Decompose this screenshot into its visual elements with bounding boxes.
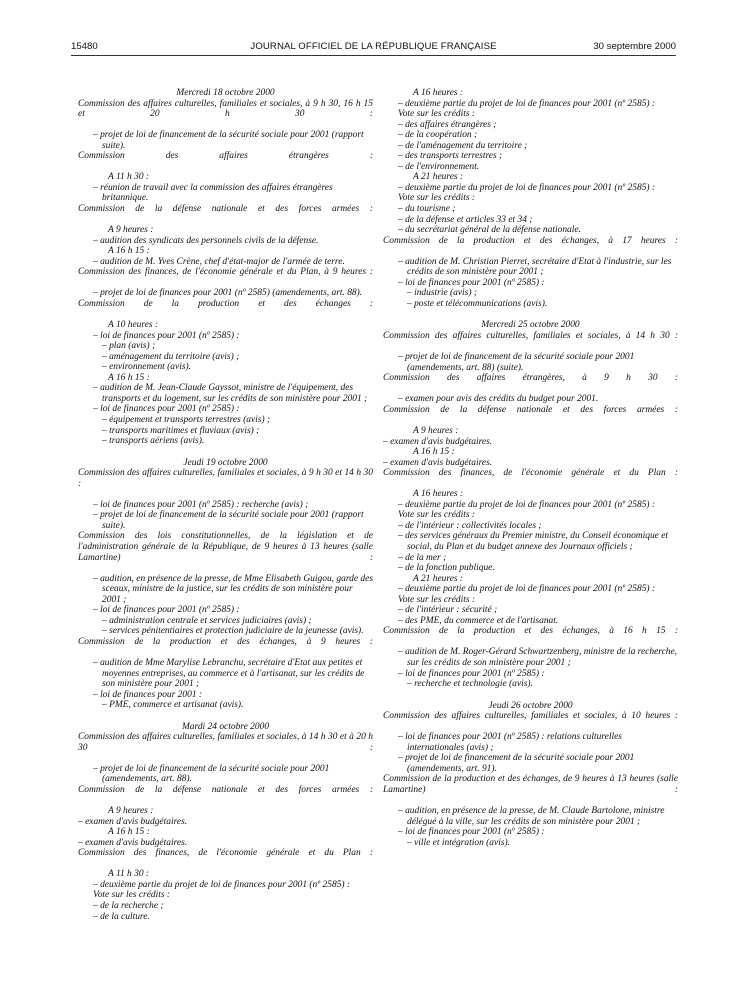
agenda-item: – audition, en présence de la presse, de Mme Elisabeth Guigou, garde des sceaux, ministre de la justice, sur les crédits de son ministère pour 2001 ;: [93, 573, 374, 605]
agenda-item: – de l'intérieur : sécurité ;: [398, 605, 498, 616]
commission-heading: Commission de la défense nationale et des forces armées :: [78, 785, 373, 795]
agenda-item: – loi de finances pour 2001 :: [93, 689, 203, 700]
agenda-item: – projet de loi de financement de la sécurité sociale pour 2001 (amendements, art. 88).: [93, 763, 330, 785]
vote-heading: Vote sur les crédits :: [93, 890, 171, 901]
agenda-item: – examen d'avis budgétaires.: [78, 816, 188, 827]
agenda-item: – loi de finances pour 2001 (nº 2585) :: [398, 668, 545, 679]
agenda-item: – de la recherche ;: [93, 901, 164, 912]
agenda-item: – audition de Mme Marylise Lebranchu, secrétaire d'Etat aux petites et moyennes entreprises, au commerce et à l'artisanat, sur les crédits de son ministère pour 2001 ;: [93, 657, 365, 690]
agenda-item: – loi de finances pour 2001 (nº 2585) :: [398, 277, 545, 288]
agenda-item: – du tourisme ;: [398, 204, 456, 215]
journal-title: JOURNAL OFFICIEL DE LA RÉPUBLIQUE FRANÇAISE: [250, 41, 497, 52]
time-heading: A 16 heures :: [413, 88, 464, 98]
commission-heading: Commission de la production et des échanges, à 17 heures :: [383, 235, 678, 246]
agenda-item: – audition de M. Yves Crène, chef d'état-major de l'armée de terre.: [93, 256, 345, 267]
agenda-subitem: – environnement (avis).: [102, 362, 192, 373]
agenda-item: – des PME, du commerce et de l'artisanat.: [398, 615, 559, 626]
time-heading: A 11 h 30 :: [108, 869, 150, 880]
page-header: [71, 41, 676, 55]
time-heading: A 16 heures :: [413, 489, 464, 500]
agenda-subitem: – ville et intégration (avis).: [407, 837, 511, 848]
agenda-item: – deuxième partie du projet de loi de finances pour 2001 (nº 2585) :: [398, 182, 656, 193]
page-number: 15480: [71, 41, 98, 52]
agenda-item: – audition des syndicats des personnels civils de la défense.: [93, 235, 319, 246]
commission-heading: Commission de la production et des échanges :: [78, 298, 373, 309]
agenda-item: – des services généraux du Premier ministre, du Conseil économique et social, du Plan et du budget annexe des Journaux officiels ;: [398, 531, 669, 552]
agenda-item: – deuxième partie du projet de loi de finances pour 2001 (nº 2585) :: [398, 98, 656, 109]
commission-heading: Commission des affaires étrangères, à 9 h 30 :: [383, 373, 678, 384]
vote-heading: Vote sur les crédits :: [398, 109, 476, 120]
day-heading: Mercredi 25 octobre 2000: [481, 320, 580, 331]
time-heading: A 9 heures :: [108, 806, 154, 817]
agenda-item: – projet de loi de financement de la sécurité sociale pour 2001 (rapport suite).: [93, 130, 364, 151]
time-heading: A 16 h 15 :: [413, 447, 455, 458]
agenda-item: – de l'aménagement du territoire ;: [398, 140, 528, 151]
agenda-subitem: – transports aériens (avis).: [102, 436, 205, 447]
agenda-subitem: – services pénitentiaires et protection judiciaire de la jeunesse (avis).: [102, 626, 364, 637]
agenda-item: – de la défense et articles 33 et 34 ;: [398, 214, 533, 225]
time-heading: A 16 h 15 :: [108, 246, 150, 257]
agenda-item: – réunion de travail avec la commission des affaires étrangères britannique.: [93, 182, 333, 204]
agenda-item: – deuxième partie du projet de loi de finances pour 2001 (nº 2585) :: [398, 584, 656, 595]
agenda-item: – examen d'avis budgétaires.: [78, 837, 188, 848]
day-heading: Mercredi 18 octobre 2000: [176, 88, 275, 98]
header-rule: [71, 55, 676, 56]
commission-heading: Commission de la défense nationale et des forces armées :: [383, 404, 678, 415]
agenda-item: – de l'intérieur : collectivités locales ;: [398, 520, 542, 531]
issue-date: 30 septembre 2000: [593, 41, 676, 52]
agenda-item: – deuxième partie du projet de loi de finances pour 2001 (nº 2585) :: [93, 879, 351, 890]
commission-heading: Commission de la production et des échanges, à 16 h 15 :: [383, 626, 678, 637]
agenda-item: – audition de M. Jean-Claude Gayssot, ministre de l'équipement, des transports et du logement, sur les crédits de son ministère pour 2001 ;: [93, 383, 368, 404]
commission-heading: Commission des affaires étrangères :: [78, 151, 373, 162]
day-heading: Jeudi 19 octobre 2000: [183, 457, 268, 468]
agenda-item: – de la culture.: [93, 911, 150, 922]
commission-heading: Commission de la production et des échanges, à 9 heures :: [78, 636, 373, 647]
commission-heading: Commission de la production et des échanges, de 9 heures à 13 heures (salle Lamartine) :: [383, 774, 678, 795]
left-column: [78, 88, 373, 922]
agenda-item: – loi de finances pour 2001 (nº 2585) :: [93, 330, 240, 341]
agenda-subitem: – plan (avis) ;: [102, 341, 156, 352]
agenda-item: – de la mer ;: [398, 552, 447, 563]
agenda-item: – examen d'avis budgétaires.: [383, 457, 493, 468]
agenda-item: – loi de finances pour 2001 (nº 2585) :: [93, 605, 240, 616]
day-heading: Jeudi 26 octobre 2000: [488, 700, 573, 711]
day-heading: Mardi 24 octobre 2000: [181, 721, 270, 732]
agenda-item: – deuxième partie du projet de loi de finances pour 2001 (nº 2585) :: [398, 499, 656, 510]
agenda-item: – de la coopération ;: [398, 130, 478, 141]
agenda-item: – projet de loi de finances pour 2001 (nº 2585) (amendements, art. 88).: [93, 288, 363, 299]
agenda-subitem: – industrie (avis) ;: [407, 288, 477, 299]
commission-heading: Commission des finances, de l'économie générale et du Plan :: [383, 468, 678, 479]
agenda-item: – audition de M. Roger-Gérard Schwartzenberg, ministre de la recherche, sur les crédits de son ministère pour 2001 ;: [398, 647, 678, 668]
commission-heading: Commission des affaires culturelles, familiales et sociales, à 14 h 30 et à 20 h 30 :: [78, 732, 373, 753]
commission-heading: Commission des affaires culturelles, familiales et sociales, à 9 h 30 et 14 h 30 :: [78, 468, 373, 489]
agenda-subitem: – PME, commerce et artisanat (avis).: [102, 700, 244, 711]
agenda-item: – projet de loi de financement de la sécurité sociale pour 2001 (amendements, art. 88) (suite).: [398, 352, 635, 373]
time-heading: A 9 heures :: [413, 425, 459, 436]
commission-heading: Commission des lois constitutionnelles, de la législation et de l'administration générale de la République, de 9 heures à 13 heures (salle Lamartine) :: [78, 531, 373, 563]
vote-heading: Vote sur les crédits :: [398, 193, 476, 204]
commission-heading: Commission des affaires culturelles, familiales et sociales, à 14 h 30 :: [383, 331, 678, 342]
agenda-subitem: – administration centrale et services judiciaires (avis) ;: [102, 615, 312, 626]
commission-heading: Commission des affaires culturelles, familiales et sociales, à 10 heures :: [383, 711, 678, 722]
agenda-item: – audition, en présence de la presse, de M. Claude Bartolone, ministre délégué à la ville, sur les crédits de son ministère pour 2001 ;: [398, 806, 665, 827]
time-heading: A 16 h 15 :: [108, 372, 150, 383]
agenda-item: – loi de finances pour 2001 (nº 2585) :: [398, 827, 545, 838]
time-heading: A 16 h 15 :: [108, 827, 150, 838]
time-heading: A 9 heures :: [108, 225, 154, 236]
right-column: [383, 88, 678, 848]
agenda-subitem: – recherche et technologie (avis).: [407, 679, 533, 690]
agenda-subitem: – aménagement du territoire (avis) ;: [102, 351, 240, 362]
agenda-subitem: – transports maritimes et fluviaux (avis) ;: [102, 425, 260, 436]
agenda-item: – loi de finances pour 2001 (nº 2585) : recherche (avis) ;: [93, 499, 309, 510]
agenda-item: – des affaires étrangères ;: [398, 119, 497, 130]
agenda-item: – de l'environnement.: [398, 161, 480, 172]
agenda-subitem: – équipement et transports terrestres (avis) ;: [102, 414, 271, 425]
time-heading: A 21 heures :: [413, 172, 464, 183]
agenda-item: – audition de M. Christian Pierret, secrétaire d'Etat à l'industrie, sur les crédits de son ministère pour 2001 ;: [398, 256, 672, 278]
time-heading: A 21 heures :: [413, 573, 464, 584]
agenda-item: – examen d'avis budgétaires.: [383, 436, 493, 447]
agenda-item: – loi de finances pour 2001 (nº 2585) :: [93, 404, 240, 415]
time-heading: A 11 h 30 :: [108, 172, 150, 183]
agenda-item: – du secrétariat général de la défense nationale.: [398, 225, 581, 236]
agenda-item: – projet de loi de financement de la sécurité sociale pour 2001 (rapport suite).: [93, 510, 364, 531]
agenda-item: – examen pour avis des crédits du budget pour 2001.: [398, 394, 599, 405]
agenda-item: – projet de loi de financement de la sécurité sociale pour 2001 (amendements, art. 91).: [398, 753, 635, 774]
agenda-item: – de la fonction publique.: [398, 563, 495, 574]
vote-heading: Vote sur les crédits :: [398, 510, 476, 521]
commission-heading: Commission de la défense nationale et des forces armées :: [78, 204, 373, 215]
commission-heading: Commission des affaires culturelles, familiales et sociales, à 9 h 30, 16 h 15 et 20 h 30 :: [78, 98, 373, 120]
agenda-subitem: – poste et télécommunications (avis).: [407, 298, 548, 309]
vote-heading: Vote sur les crédits :: [398, 594, 476, 605]
time-heading: A 10 heures :: [108, 320, 159, 331]
agenda-item: – loi de finances pour 2001 (nº 2585) : relations culturelles internationales (avis) ;: [398, 732, 622, 753]
agenda-item: – des transports terrestres ;: [398, 151, 503, 162]
commission-heading: Commission des finances, de l'économie générale et du Plan, à 9 heures :: [78, 267, 373, 278]
commission-heading: Commission des finances, de l'économie générale et du Plan :: [78, 848, 373, 859]
